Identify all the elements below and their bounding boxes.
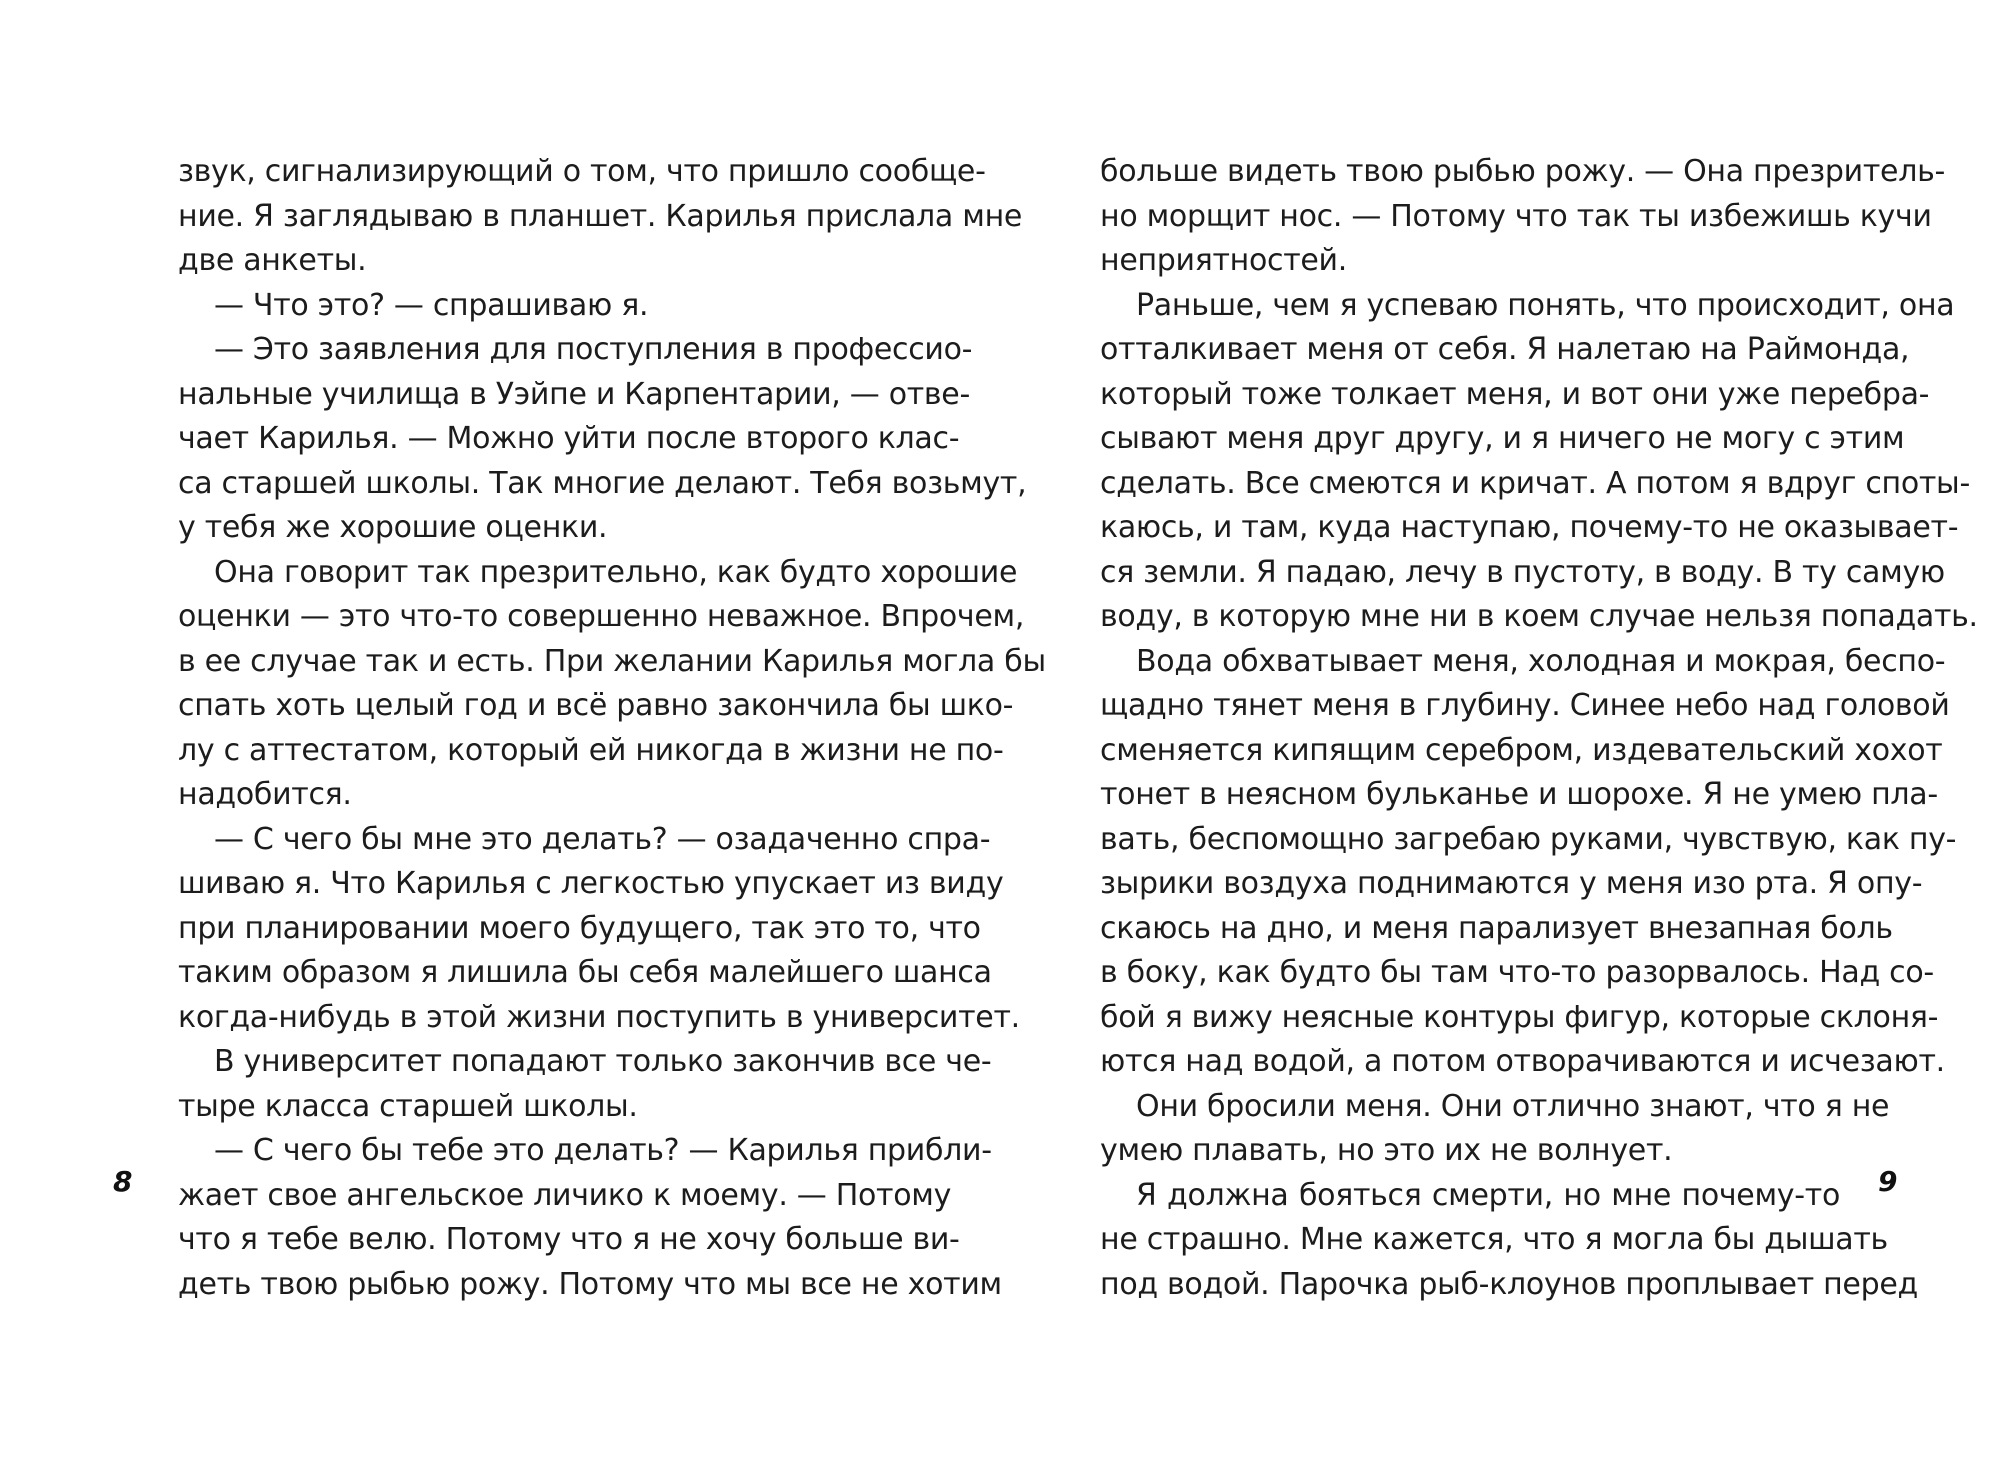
text-line: под водой. Парочка рыб-клоунов проплывает перед	[1100, 1266, 1918, 1302]
text-line: жает свое ангельское личико к моему. — Потому	[178, 1177, 952, 1213]
page-number-right: 9	[1878, 1165, 1898, 1198]
text-line: Вода обхватывает меня, холодная и мокрая, беспо-	[1136, 643, 1946, 679]
text-line: деть твою рыбью рожу. Потому что мы все не хотим	[178, 1266, 1002, 1302]
text-line: когда-нибудь в этой жизни поступить в университет.	[178, 999, 1020, 1035]
text-line: сывают меня друг другу, и я ничего не могу с этим	[1100, 421, 1905, 456]
text-line: шиваю я. Что Карилья с легкостью упускает из виду	[178, 866, 1004, 901]
text-line: ся земли. Я падаю, лечу в пустоту, в воду. В ту самую	[1100, 554, 1945, 590]
text-line: — Это заявления для поступления в профессио-	[214, 332, 973, 367]
text-line: в боку, как будто бы там что-то разорвалось. Над со-	[1100, 955, 1934, 990]
text-line: надобится.	[178, 777, 352, 812]
text-line: ние. Я заглядываю в планшет. Карилья прислала мне	[178, 198, 1023, 234]
text-line: при планировании моего будущего, так это то, что	[178, 910, 981, 946]
text-line: тонет в неясном бульканье и шорохе. Я не умею пла-	[1100, 777, 1938, 812]
text-line: В университет попадают только закончив все че-	[214, 1044, 992, 1079]
text-line: Она говорит так презрительно, как будто хорошие	[214, 554, 1018, 590]
text-line: Я должна бояться смерти, но мне почему-то	[1136, 1177, 1840, 1213]
text-line: каюсь, и там, куда наступаю, почему-то не оказывает-	[1100, 510, 1959, 545]
text-line: ются над водой, а потом отворачиваются и исчезают.	[1100, 1044, 1945, 1079]
text-line: в ее случае так и есть. При желании Карилья могла бы	[178, 643, 1046, 679]
text-line: тыре класса старшей школы.	[178, 1088, 638, 1124]
text-line: — С чего бы мне это делать? — озадаченно спра-	[214, 821, 991, 857]
text-line: умею плавать, но это их не волнует.	[1100, 1133, 1673, 1168]
text-line: сменяется кипящим серебром, издевательский хохот	[1100, 732, 1943, 768]
text-line: Они бросили меня. Они отлично знают, что я не	[1136, 1088, 1890, 1124]
text-line: неприятностей.	[1100, 243, 1347, 278]
text-line: вать, беспомощно загребаю руками, чувствую, как пу-	[1100, 821, 1957, 857]
text-line: что я тебе велю. Потому что я не хочу больше ви-	[178, 1222, 960, 1257]
text-line: сделать. Все смеются и кричат. А потом я вдруг споты-	[1100, 465, 1970, 501]
text-line: лу с аттестатом, который ей никогда в жизни не по-	[178, 732, 1004, 768]
text-line: две анкеты.	[178, 243, 367, 278]
text-line: Раньше, чем я успеваю понять, что происходит, она	[1136, 287, 1955, 323]
text-line: отталкивает меня от себя. Я налетаю на Раймонда,	[1100, 332, 1910, 367]
text-line: са старшей школы. Так многие делают. Тебя возьмут,	[178, 465, 1027, 501]
text-line: воду, в которую мне ни в коем случае нельзя попадать.	[1100, 599, 1978, 634]
text-line: но морщит нос. — Потому что так ты избежишь кучи	[1100, 198, 1932, 234]
right-page-text	[1100, 150, 1978, 1307]
left-page-text	[178, 150, 1046, 1307]
text-line: чает Карилья. — Можно уйти после второго клас-	[178, 421, 960, 456]
text-line: — Что это? — спрашиваю я.	[214, 287, 649, 323]
page-number-left: 8	[113, 1165, 133, 1198]
text-line: который тоже толкает меня, и вот они уже перебра-	[1100, 376, 1930, 412]
text-line: нальные училища в Уэйпе и Карпентарии, — отве-	[178, 376, 970, 412]
text-line: щадно тянет меня в глубину. Синее небо над головой	[1100, 688, 1950, 723]
text-line: спать хоть целый год и всё равно закончила бы шко-	[178, 688, 1014, 723]
text-line: скаюсь на дно, и меня парализует внезапная боль	[1100, 910, 1893, 946]
text-line: больше видеть твою рыбью рожу. — Она презритель-	[1100, 154, 1945, 189]
text-line: таким образом я лишила бы себя малейшего шанса	[178, 955, 992, 990]
text-line: звук, сигнализирующий о том, что пришло сообще-	[178, 154, 986, 189]
text-line: оценки — это что-то совершенно неважное. Впрочем,	[178, 599, 1025, 634]
text-line: бой я вижу неясные контуры фигур, которые склоня-	[1100, 999, 1939, 1035]
text-line: зырики воздуха поднимаются у меня изо рта. Я опу-	[1100, 866, 1923, 901]
text-line: не страшно. Мне кажется, что я могла бы дышать	[1100, 1222, 1888, 1257]
text-line: — С чего бы тебе это делать? — Карилья прибли-	[214, 1133, 992, 1168]
text-line: у тебя же хорошие оценки.	[178, 510, 608, 545]
